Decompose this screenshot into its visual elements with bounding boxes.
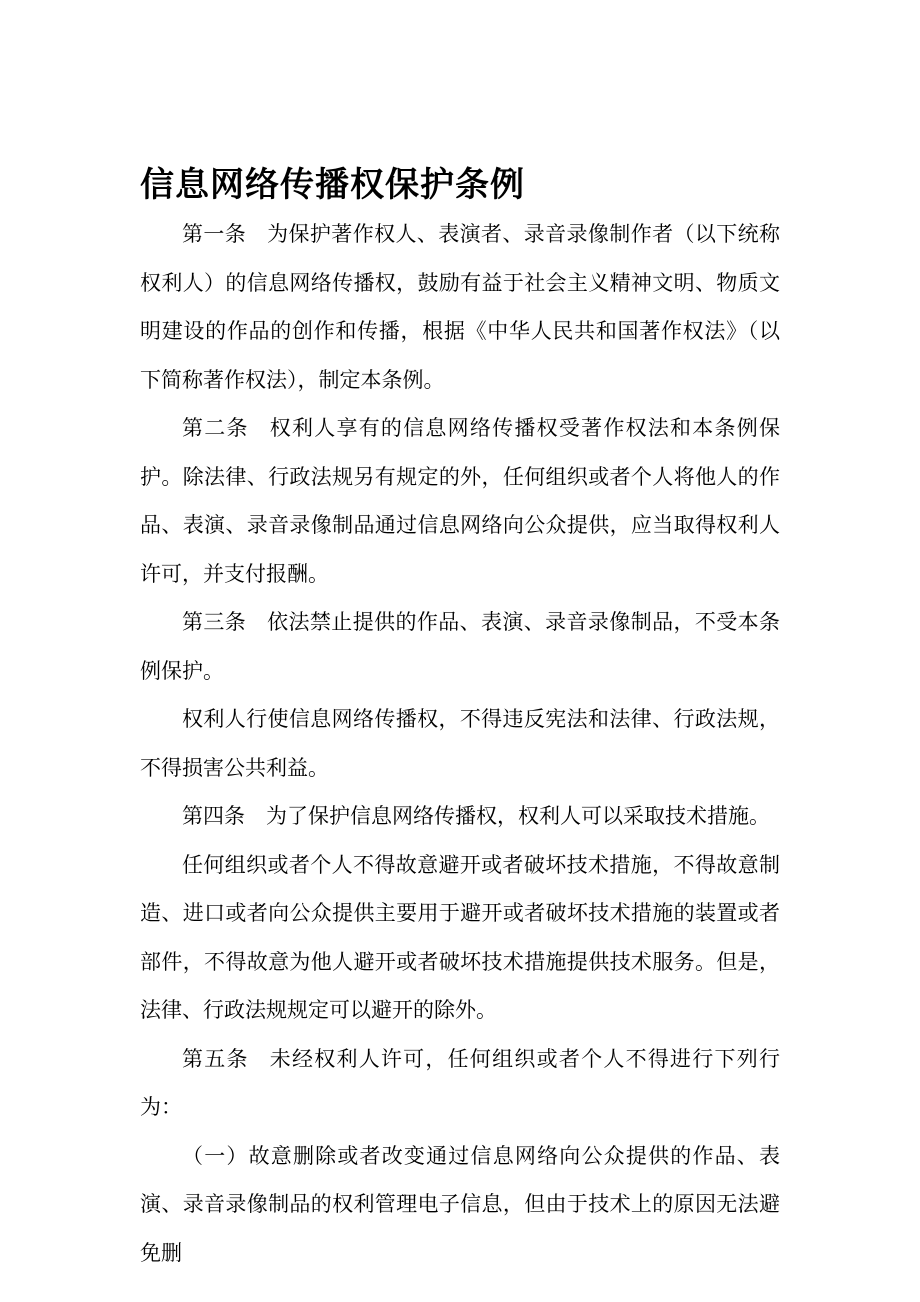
paragraph-text: 权利人行使信息网络传播权，不得违反宪法和法律、行政法规，不得损害公共利益。	[140, 707, 780, 780]
article-1-paragraph	[140, 210, 780, 404]
article-5-item-1	[140, 1132, 780, 1278]
paragraph-text: 任何组织或者个人不得故意避开或者破坏技术措施，不得故意制造、进口或者向公众提供主要用于避开或者破坏技术措施的装置或者部件，不得故意为他人避开或者破坏技术措施提供技术服务。但是，法律、行政法规规定可以避开的除外。	[140, 852, 780, 1022]
paragraph-text: （一）故意删除或者改变通过信息网络向公众提供的作品、表演、录音录像制品的权利管理电子信息，但由于技术上的原因无法避免删	[140, 1143, 780, 1265]
article-2-paragraph	[140, 404, 780, 598]
article-5-paragraph	[140, 1035, 780, 1132]
paragraph-text: 为保护著作权人、表演者、录音录像制作者（以下统称权利人）的信息网络传播权，鼓励有益于社会主义精神文明、物质文明建设的作品的创作和传播，根据《中华人民共和国著作权法》（以下简称著作权法），制定本条例。	[140, 222, 781, 392]
article-label: 第五条	[182, 1046, 249, 1071]
document-title: 信息网络传播权保护条例	[140, 165, 525, 205]
paragraph-text: 依法禁止提供的作品、表演、录音录像制品，不受本条例保护。	[140, 610, 781, 683]
paragraph-text: 为了保护信息网络传播权，权利人可以采取技术措施。	[266, 804, 770, 828]
article-4-paragraph	[140, 792, 780, 841]
article-3-paragraph	[140, 598, 780, 695]
paragraph-text: 未经权利人许可，任何组织或者个人不得进行下列行为：	[140, 1046, 781, 1119]
article-3-continuation	[140, 695, 780, 792]
article-label: 第四条	[182, 804, 245, 828]
document-body	[140, 210, 780, 1277]
article-label: 第二条	[182, 416, 249, 440]
article-label: 第三条	[182, 610, 247, 634]
article-label: 第一条	[182, 222, 247, 246]
paragraph-text: 权利人享有的信息网络传播权受著作权法和本条例保护。除法律、行政法规另有规定的外，任何组织或者个人将他人的作品、表演、录音录像制品通过信息网络向公众提供，应当取得权利人许可，并支付报酬。	[140, 416, 781, 586]
article-4-continuation	[140, 841, 780, 1035]
